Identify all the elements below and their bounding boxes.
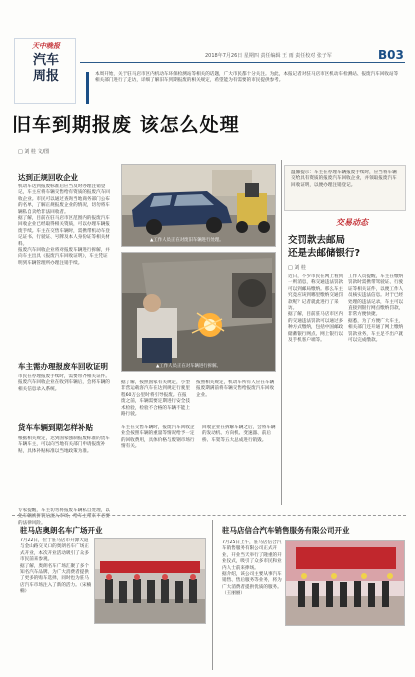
- left-column-part2: [18, 374, 110, 420]
- newspaper-brand: 天中晚报: [32, 42, 60, 50]
- bottom-divider: [12, 515, 406, 516]
- bottom-column-divider: [212, 520, 213, 670]
- middle-column-c: [121, 425, 197, 505]
- intro-accent-bar: [86, 72, 89, 104]
- photo1-caption: ▲工作人员正在对废旧车辆进行处理。: [150, 238, 224, 243]
- bottom-right-text: [222, 540, 282, 668]
- issue-meta: 2018年7月26日 星期四 责任编辑 王 雨 责任校对 张子军: [205, 53, 332, 59]
- right-column-a: [288, 274, 344, 504]
- main-byline: □ 刘 桂 文/图: [18, 149, 50, 155]
- paragraph: 据悉，为了方便广大车主，相关部门还开通了网上缴纳罚款业务，车主足不出户就可以完成缴款。: [348, 318, 404, 344]
- paragraph: 近日，不少市民在网上看到一则消息，称交通违法罚款可以到邮局缴纳。那么车主究竟应该到哪里缴纳交通罚款呢？记者就此进行了采访。: [288, 274, 344, 312]
- paragraph: 据了解，目前驻马店市区内的交通违法罚款可以通过多种方式缴纳，包括中国邮政储蓄银行网点、网上银行以及手机客户端等。: [288, 312, 344, 344]
- right-headline-line1: 交罚款去邮局: [288, 235, 346, 246]
- photo-xinhe-opening-image: [286, 541, 405, 626]
- left-column-part3: [18, 436, 110, 506]
- photo-dismantling-image: [122, 253, 276, 372]
- paragraph: 报废汽车回收企业将对报废车辆进行拆解，并向车主出具《报废汽车回收证明》，车主凭证明到车辆管理所办理注销手续。: [18, 248, 110, 266]
- section-title: [19, 53, 73, 85]
- paragraph: 工作人员提醒，车主在缴纳罚款时需携带驾驶证、行驶证等相关证件，以便工作人员核实违法信息。对于已经处理的违法记录，车主可以直接到银行网点缴纳罚款，非常方便快捷。: [348, 274, 404, 318]
- subhead-certificate: 车主需办理报废车回收证明: [18, 362, 108, 371]
- bottom-left-text: [20, 538, 92, 668]
- photo-scrap-car: [121, 164, 276, 247]
- section-masthead: [14, 38, 76, 104]
- subhead-recycling: 达到正规回收企业: [18, 173, 78, 182]
- main-headline: 旧车到期报废 该怎么处理: [12, 114, 240, 136]
- page-number: B03: [378, 48, 404, 62]
- section-title-line1: 汽车: [32, 53, 59, 68]
- middle-column-b: [196, 380, 276, 420]
- right-headline: [288, 234, 360, 260]
- photo-dealership-opening: [94, 538, 206, 624]
- paragraph: 据了解，按照国家有关规定，小型非营运载客汽车在达到规定行驶里程60万公里时将引导报废。在报废之前，车辆需要定期进行安全技术检验，检验不合格的车辆不能上路行驶。: [121, 380, 190, 418]
- intro-paragraph: 本周开始，关于驻马店市区内机动车环保检测站等相关的话题，广大市民都十分关注。为此，本报记者对驻马店市区机动车检测站、报废汽车回收站等相关部门进行了走访，详细了解旧车到期报废的相关规定，希望能为有需要的市民提供参考。: [95, 72, 399, 84]
- paragraph: 按照相关规定，机动车所有人应在车辆报废期满前将车辆交售给报废汽车回收企业。: [196, 380, 275, 398]
- middle-column-d: [202, 425, 278, 505]
- tip-box: [284, 165, 406, 211]
- paragraph: 专家提醒，车主切勿将报废车辆私自处理，以免车辆被拼装后流入市场，给车主带来不必要的法律风险。: [18, 508, 110, 526]
- middle-column-a: [121, 380, 191, 420]
- paragraph: 根据相关规定，达到国家强制报废标准的货车车辆车主，可以向当地有关部门申请报废补贴，具体补贴标准以当地政策为准。: [18, 436, 110, 454]
- header-divider: [80, 62, 405, 63]
- section-title-line2: 周报: [32, 69, 59, 84]
- right-headline-line2: 还是去邮储银行?: [288, 248, 361, 259]
- paragraph: 机动车达到报废标准后应当及时办理注销登记，车主应将车辆交售给有资质的报废汽车回收企业。市民可以通过查询当地商务部门公布的名单，了解正规报废企业的情况，切勿将车辆私自卖给非法回收者。: [18, 184, 110, 215]
- paragraph: 车主在交售车辆时，报废汽车回收企业会按照车辆的重量等情况给予一定的回收费用，具体价格与废钢市场行情有关。: [121, 425, 195, 450]
- photo-scrap-car-image: [122, 165, 276, 247]
- paragraph: 据了解，目前在驻马店市区范围内的报废汽车回收企业已经取得相关资质，可以办理车辆报废手续。车主在交售车辆时，需携带机动车登记证书、行驶证、号牌及本人身份证等相关材料。: [18, 216, 110, 247]
- bottom-right-headline: 驻马店信合汽车销售服务有限公司开业: [222, 526, 350, 535]
- paragraph: 据了解，奥朗名车广场汇聚了多个知名汽车品牌，为广大消费者提供了更多的购车选择，同时也为驻马店汽车市场注入了新的活力。（宋楠楠）: [20, 563, 92, 595]
- paragraph: 市民在办理报废手续时，需要带齐相关证件。报废汽车回收企业在收到车辆后，会将车辆的相关信息录入系统。: [18, 374, 110, 392]
- photo-dismantling: [121, 252, 276, 372]
- market-news-label: 交易动态: [336, 218, 368, 227]
- paragraph: 7月22日，位于驻马店市开源大道与金山路交叉口的奥朗名车广场正式开业，本次开业活动吸引了众多市民前来参观。: [20, 538, 89, 563]
- paragraph: 据介绍，该公司主要从事汽车销售、售后服务等业务，将为广大消费者提供优质的服务。（王丽丽）: [222, 572, 282, 597]
- right-byline: □ 刘 桂: [288, 265, 306, 271]
- photo2-caption: ▲工作人员正在对车辆进行拆解。: [156, 364, 221, 369]
- bottom-left-headline: 驻马店奥朗名车广场开业: [20, 526, 103, 535]
- photo-dealership-opening-image: [95, 539, 206, 624]
- column-divider: [281, 160, 282, 505]
- photo-xinhe-opening: [285, 540, 405, 626]
- tip-box-text: 温馨提示：车主在办理车辆报废手续时，应当将车辆交给具有资质的报废汽车回收企业，并领取报废汽车回收证明，以便办理注销登记。: [291, 170, 397, 188]
- paragraph: 回收企业在拆解车辆之后，会将车辆的发动机、方向机、变速器、前后桥、车架等五大总成进行销毁。: [202, 425, 276, 443]
- right-column-b: [348, 274, 406, 504]
- paragraph: 7月25日上午，驻马店信合汽车销售服务有限公司正式开业，开业当天举行了隆重的开业仪式，吸引了众多市民和业内人士前来捧场。: [222, 540, 282, 571]
- subhead-subsidy: 货车车辆到期怎样补贴: [18, 423, 93, 432]
- left-column-part1: [18, 184, 110, 304]
